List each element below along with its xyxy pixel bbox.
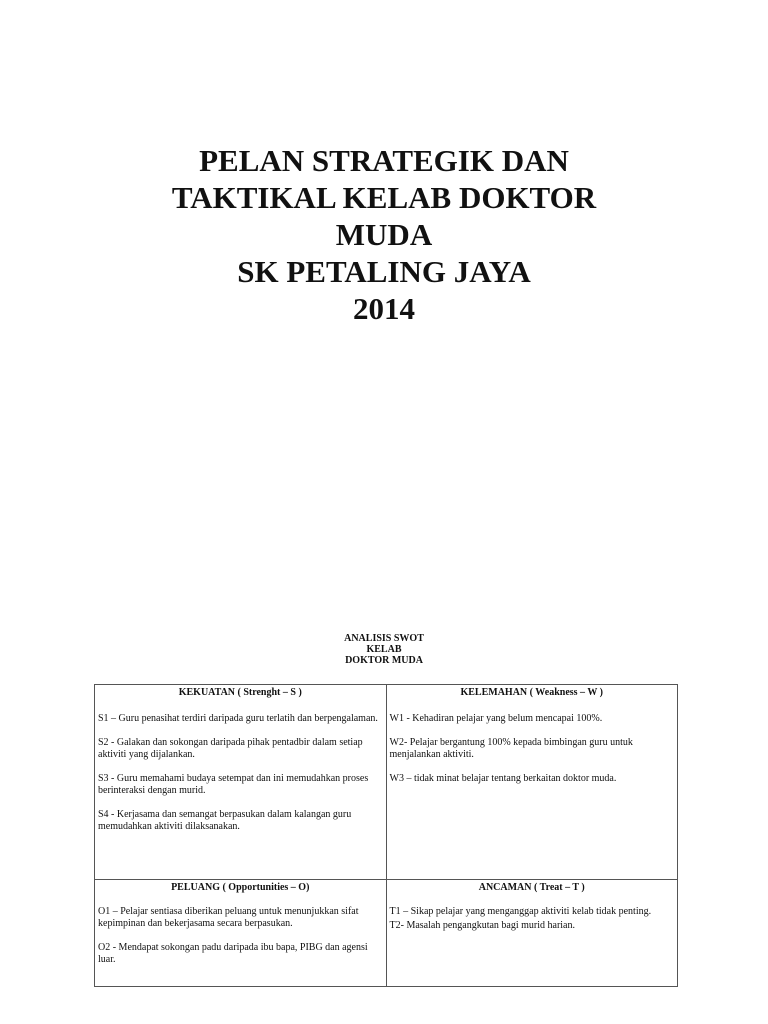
title-line: PELAN STRATEGIK DAN — [199, 143, 569, 178]
swot-table — [94, 684, 678, 987]
opportunity-item: O1 – Pelajar sentiasa diberikan peluang untuk menunjukkan sifat kepimpinan dan bekerjasama secara berpasukan. — [98, 906, 359, 929]
opportunity-item: O2 - Mendapat sokongan padu daripada ibu bapa, PIBG dan agensi luar. — [98, 942, 368, 965]
title-line: 2014 — [353, 291, 415, 326]
weakness-item: W2- Pelajar bergantung 100% kepada bimbingan guru untuk menjalankan aktiviti. — [389, 737, 633, 760]
opportunities-heading: PELUANG ( Opportunities – O) — [171, 882, 310, 893]
swot-row — [95, 685, 678, 880]
title-line: MUDA — [335, 217, 433, 252]
swot-row — [95, 880, 678, 987]
weakness-item: W3 – tidak minat belajar tentang berkaitan doktor muda. — [389, 773, 617, 784]
strength-item: S3 - Guru memahami budaya setempat dan ini memudahkan proses berinteraksi dengan murid. — [98, 773, 369, 796]
weaknesses-heading: KELEMAHAN ( Weakness – W ) — [460, 687, 604, 698]
title-line: TAKTIKAL KELAB DOKTOR — [171, 180, 597, 215]
swot-heading-line: ANALISIS SWOT — [344, 633, 424, 644]
threats-heading: ANCAMAN ( Treat – T ) — [478, 882, 585, 893]
strength-item: S4 - Kerjasama dan semangat berpasukan dalam kalangan guru memudahkan aktiviti dilaksanakan. — [98, 809, 352, 832]
document-title — [0, 142, 768, 327]
strength-item: S1 – Guru penasihat terdiri daripada guru terlatih dan berpengalaman. — [98, 713, 378, 724]
weaknesses-cell — [386, 685, 678, 880]
swot-heading-line: DOKTOR MUDA — [345, 655, 423, 666]
strengths-cell — [95, 685, 387, 880]
strengths-heading: KEKUATAN ( Strenght – S ) — [178, 687, 302, 698]
weakness-item: W1 - Kehadiran pelajar yang belum mencapai 100%. — [389, 713, 603, 724]
swot-section-heading — [0, 633, 768, 666]
threats-cell — [386, 880, 678, 987]
threat-item: T2- Masalah pengangkutan bagi murid harian. — [389, 920, 575, 931]
title-line: SK PETALING JAYA — [237, 254, 531, 289]
opportunities-cell — [95, 880, 387, 987]
swot-heading-line: KELAB — [366, 644, 402, 655]
threat-item: T1 – Sikap pelajar yang menganggap aktiviti kelab tidak penting. — [389, 906, 652, 917]
strength-item: S2 - Galakan dan sokongan daripada pihak pentadbir dalam setiap aktiviti yang dijalankan. — [98, 737, 363, 760]
